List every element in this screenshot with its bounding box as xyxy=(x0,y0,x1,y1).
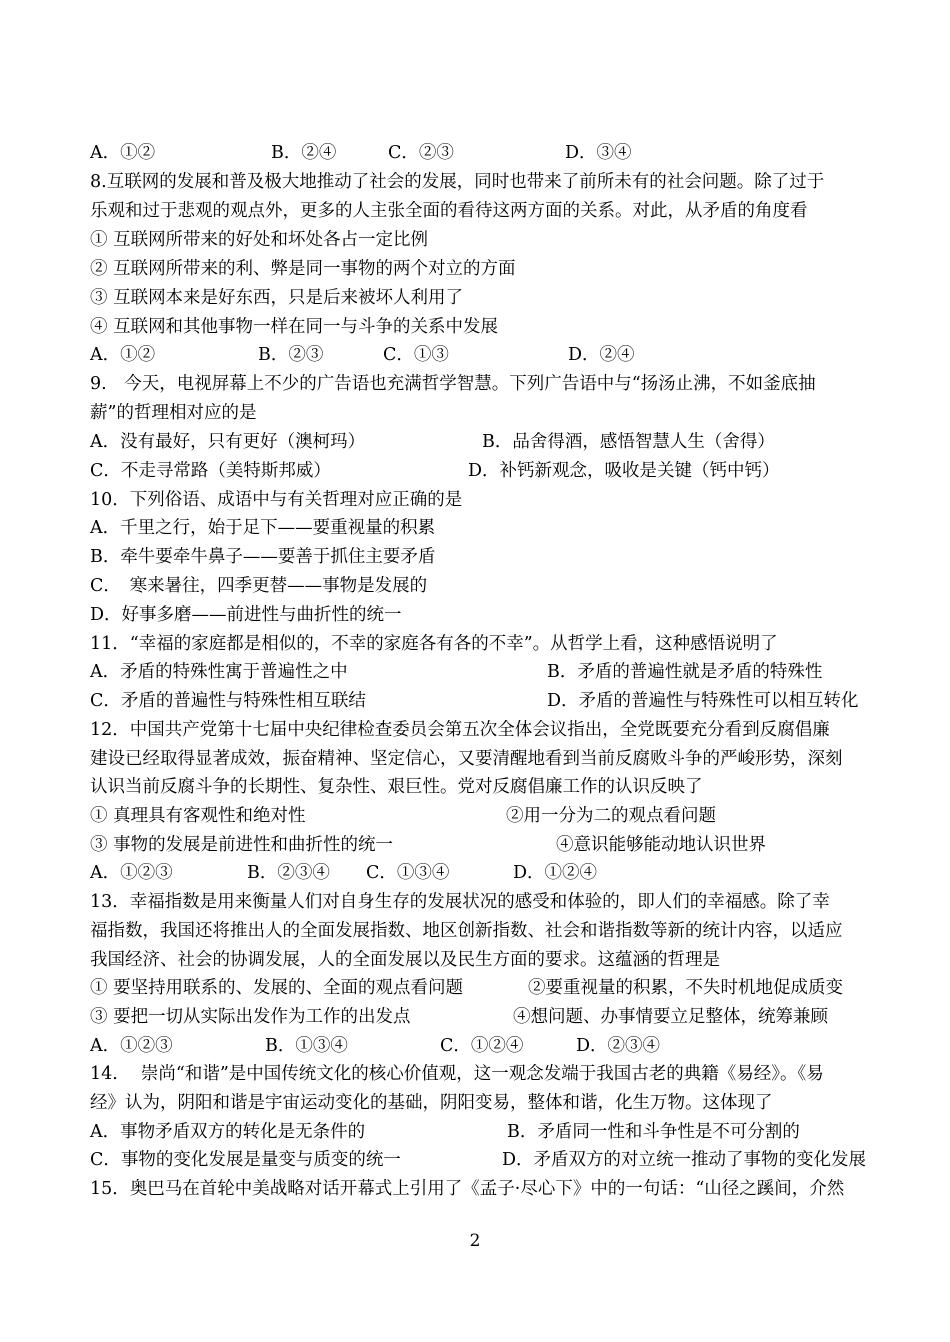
q9-option-a: A．没有最好，只有更好（澳柯玛） xyxy=(90,432,366,452)
q12-item-4: ④意识能够能动地认识世界 xyxy=(556,835,766,855)
q11-option-a: A．矛盾的特殊性寓于普遍性之中 xyxy=(90,662,348,682)
q12-stem-line-1: 12．中国共产党第十七届中央纪律检查委员会第五次全体会议指出，全党既要充分看到反腐倡廉 xyxy=(90,720,830,740)
q14-stem-line-1: 14. 崇尚“和谐”是中国传统文化的核心价值观，这一观念发端于我国古老的典籍《易经》。《易 xyxy=(90,1064,824,1084)
q8-item-4: ④ 互联网和其他事物一样在同一与斗争的关系中发展 xyxy=(90,317,499,337)
q12-stem-line-2: 建设已经取得显著成效，振奋精神、坚定信心，又要清醒地看到当前反腐败斗争的严峻形势，深刻 xyxy=(90,749,843,769)
q11-options-row-2 xyxy=(90,687,905,716)
q9-stem-line-2: 薪”的哲理相对应的是 xyxy=(90,403,257,423)
q13-items-row-2 xyxy=(90,1003,905,1032)
q13-stem-line-3: 我国经济、社会的协调发展，人的全面发展以及民生方面的要求。这蕴涵的哲理是 xyxy=(90,950,720,970)
q8-option-d: D．②④ xyxy=(568,345,635,365)
q8-option-b: B．②③ xyxy=(258,345,324,365)
q12-option-d: D．①②④ xyxy=(513,863,598,883)
q11-option-b: B．矛盾的普遍性就是矛盾的特殊性 xyxy=(547,662,823,682)
q12-items-row-2 xyxy=(90,831,905,860)
q13-option-c: C．①②④ xyxy=(440,1036,524,1056)
q14-option-c: C．事物的变化发展是量变与质变的统一 xyxy=(90,1150,401,1170)
q14-options-row-1 xyxy=(90,1118,905,1147)
q9-options-row-2 xyxy=(90,457,905,486)
q12-option-a: A．①②③ xyxy=(90,863,173,883)
q13-items-row-1 xyxy=(90,974,905,1003)
q13-option-b: B．①③④ xyxy=(265,1036,348,1056)
q12-item-1: ① 真理具有客观性和绝对性 xyxy=(90,806,306,826)
q7-option-b: B．②④ xyxy=(271,143,337,163)
q8-option-a: A．①② xyxy=(90,345,156,365)
q14-option-b: B．矛盾同一性和斗争性是不可分割的 xyxy=(507,1122,800,1142)
q9-options-row-1 xyxy=(90,428,905,457)
q9-option-b: B．品舍得酒，感悟智慧人生（舍得） xyxy=(482,432,775,452)
page-number: 2 xyxy=(469,1231,481,1251)
q13-options xyxy=(90,1032,905,1061)
q9-stem-line-1: 9. 今天，电视屏幕上不少的广告语也充满哲学智慧。下列广告语中与“扬汤止沸，不如釜底抽 xyxy=(90,374,816,394)
q7-option-a: A．①② xyxy=(90,143,156,163)
q13-option-d: D．②③④ xyxy=(576,1036,661,1056)
q13-item-4: ④想问题、办事情要立足整体，统筹兼顾 xyxy=(513,1007,828,1027)
q8-item-1: ① 互联网所带来的好处和坏处各占一定比例 xyxy=(90,230,429,250)
q7-option-d: D．③④ xyxy=(565,143,632,163)
q8-item-2: ② 互联网所带来的利、弊是同一事物的两个对立的方面 xyxy=(90,259,516,279)
q10-stem: 10．下列俗语、成语中与有关哲理对应正确的是 xyxy=(90,490,463,510)
q8-stem-line-2: 乐观和过于悲观的观点外，更多的人主张全面的看待这两方面的关系。对此，从矛盾的角度看 xyxy=(90,201,808,221)
q12-stem-line-3: 认识当前反腐斗争的长期性、复杂性、艰巨性。党对反腐倡廉工作的认识反映了 xyxy=(90,777,703,797)
q10-option-a: A．千里之行，始于足下——要重视量的积累 xyxy=(90,518,436,538)
q14-stem-line-2: 经》认为，阴阳和谐是宇宙运动变化的基础，阴阳变易，整体和谐，化生万物。这体现了 xyxy=(90,1093,773,1113)
q15-stem: 15．奥巴马在首轮中美战略对话开幕式上引用了《孟子·尽心下》中的一句话：“山径之蹊间，介然 xyxy=(90,1179,845,1199)
q14-options-row-2 xyxy=(90,1146,905,1175)
q10-option-b: B．牵牛要牵牛鼻子——要善于抓住主要矛盾 xyxy=(90,547,436,567)
q9-option-c: C．不走寻常路（美特斯邦威） xyxy=(90,461,331,481)
q11-option-c: C．矛盾的普遍性与特殊性相互联结 xyxy=(90,691,366,711)
q13-item-2: ②要重视量的积累，不失时机地促成质变 xyxy=(528,978,843,998)
q14-option-d: D．矛盾双方的对立统一推动了事物的变化发展 xyxy=(502,1150,867,1170)
q13-option-a: A．①②③ xyxy=(90,1036,173,1056)
q10-option-c: C． 寒来暑往，四季更替——事物是发展的 xyxy=(90,576,428,596)
q12-option-b: B．②③④ xyxy=(247,863,330,883)
q7-option-c: C．②③ xyxy=(388,143,454,163)
q14-option-a: A．事物矛盾双方的转化是无条件的 xyxy=(90,1122,366,1142)
q12-options xyxy=(90,859,905,888)
q10-option-d: D．好事多磨——前进性与曲折性的统一 xyxy=(90,605,402,625)
q11-option-d: D．矛盾的普遍性与特殊性可以相互转化 xyxy=(547,691,859,711)
q11-stem: 11．“幸福的家庭都是相似的，不幸的家庭各有各的不幸”。从哲学上看，这种感悟说明了 xyxy=(90,634,778,654)
q13-item-3: ③ 要把一切从实际出发作为工作的出发点 xyxy=(90,1007,411,1027)
q13-stem-line-1: 13．幸福指数是用来衡量人们对自身生存的发展状况的感受和体验的，即人们的幸福感。除了幸 xyxy=(90,892,830,912)
q11-options-row-1 xyxy=(90,658,905,687)
q8-option-c: C．①③ xyxy=(383,345,449,365)
q13-item-1: ① 要坚持用联系的、发展的、全面的观点看问题 xyxy=(90,978,464,998)
q12-item-3: ③ 事物的发展是前进性和曲折性的统一 xyxy=(90,835,394,855)
q12-item-2: ②用一分为二的观点看问题 xyxy=(506,806,716,826)
q12-option-c: C．①③④ xyxy=(366,863,450,883)
q9-option-d: D．补钙新观念，吸收是关键（钙中钙） xyxy=(468,461,780,481)
q8-stem-line-1: 8.互联网的发展和普及极大地推动了社会的发展，同时也带来了前所未有的社会问题。除了过于 xyxy=(90,172,825,192)
q13-stem-line-2: 福指数，我国还将推出人的全面发展指数、地区创新指数、社会和谐指数等新的统计内容，以适应 xyxy=(90,921,843,941)
q8-item-3: ③ 互联网本来是好东西，只是后来被坏人利用了 xyxy=(90,288,464,308)
q8-options xyxy=(90,341,905,370)
q7-options xyxy=(90,139,905,168)
q12-items-row-1 xyxy=(90,802,905,831)
